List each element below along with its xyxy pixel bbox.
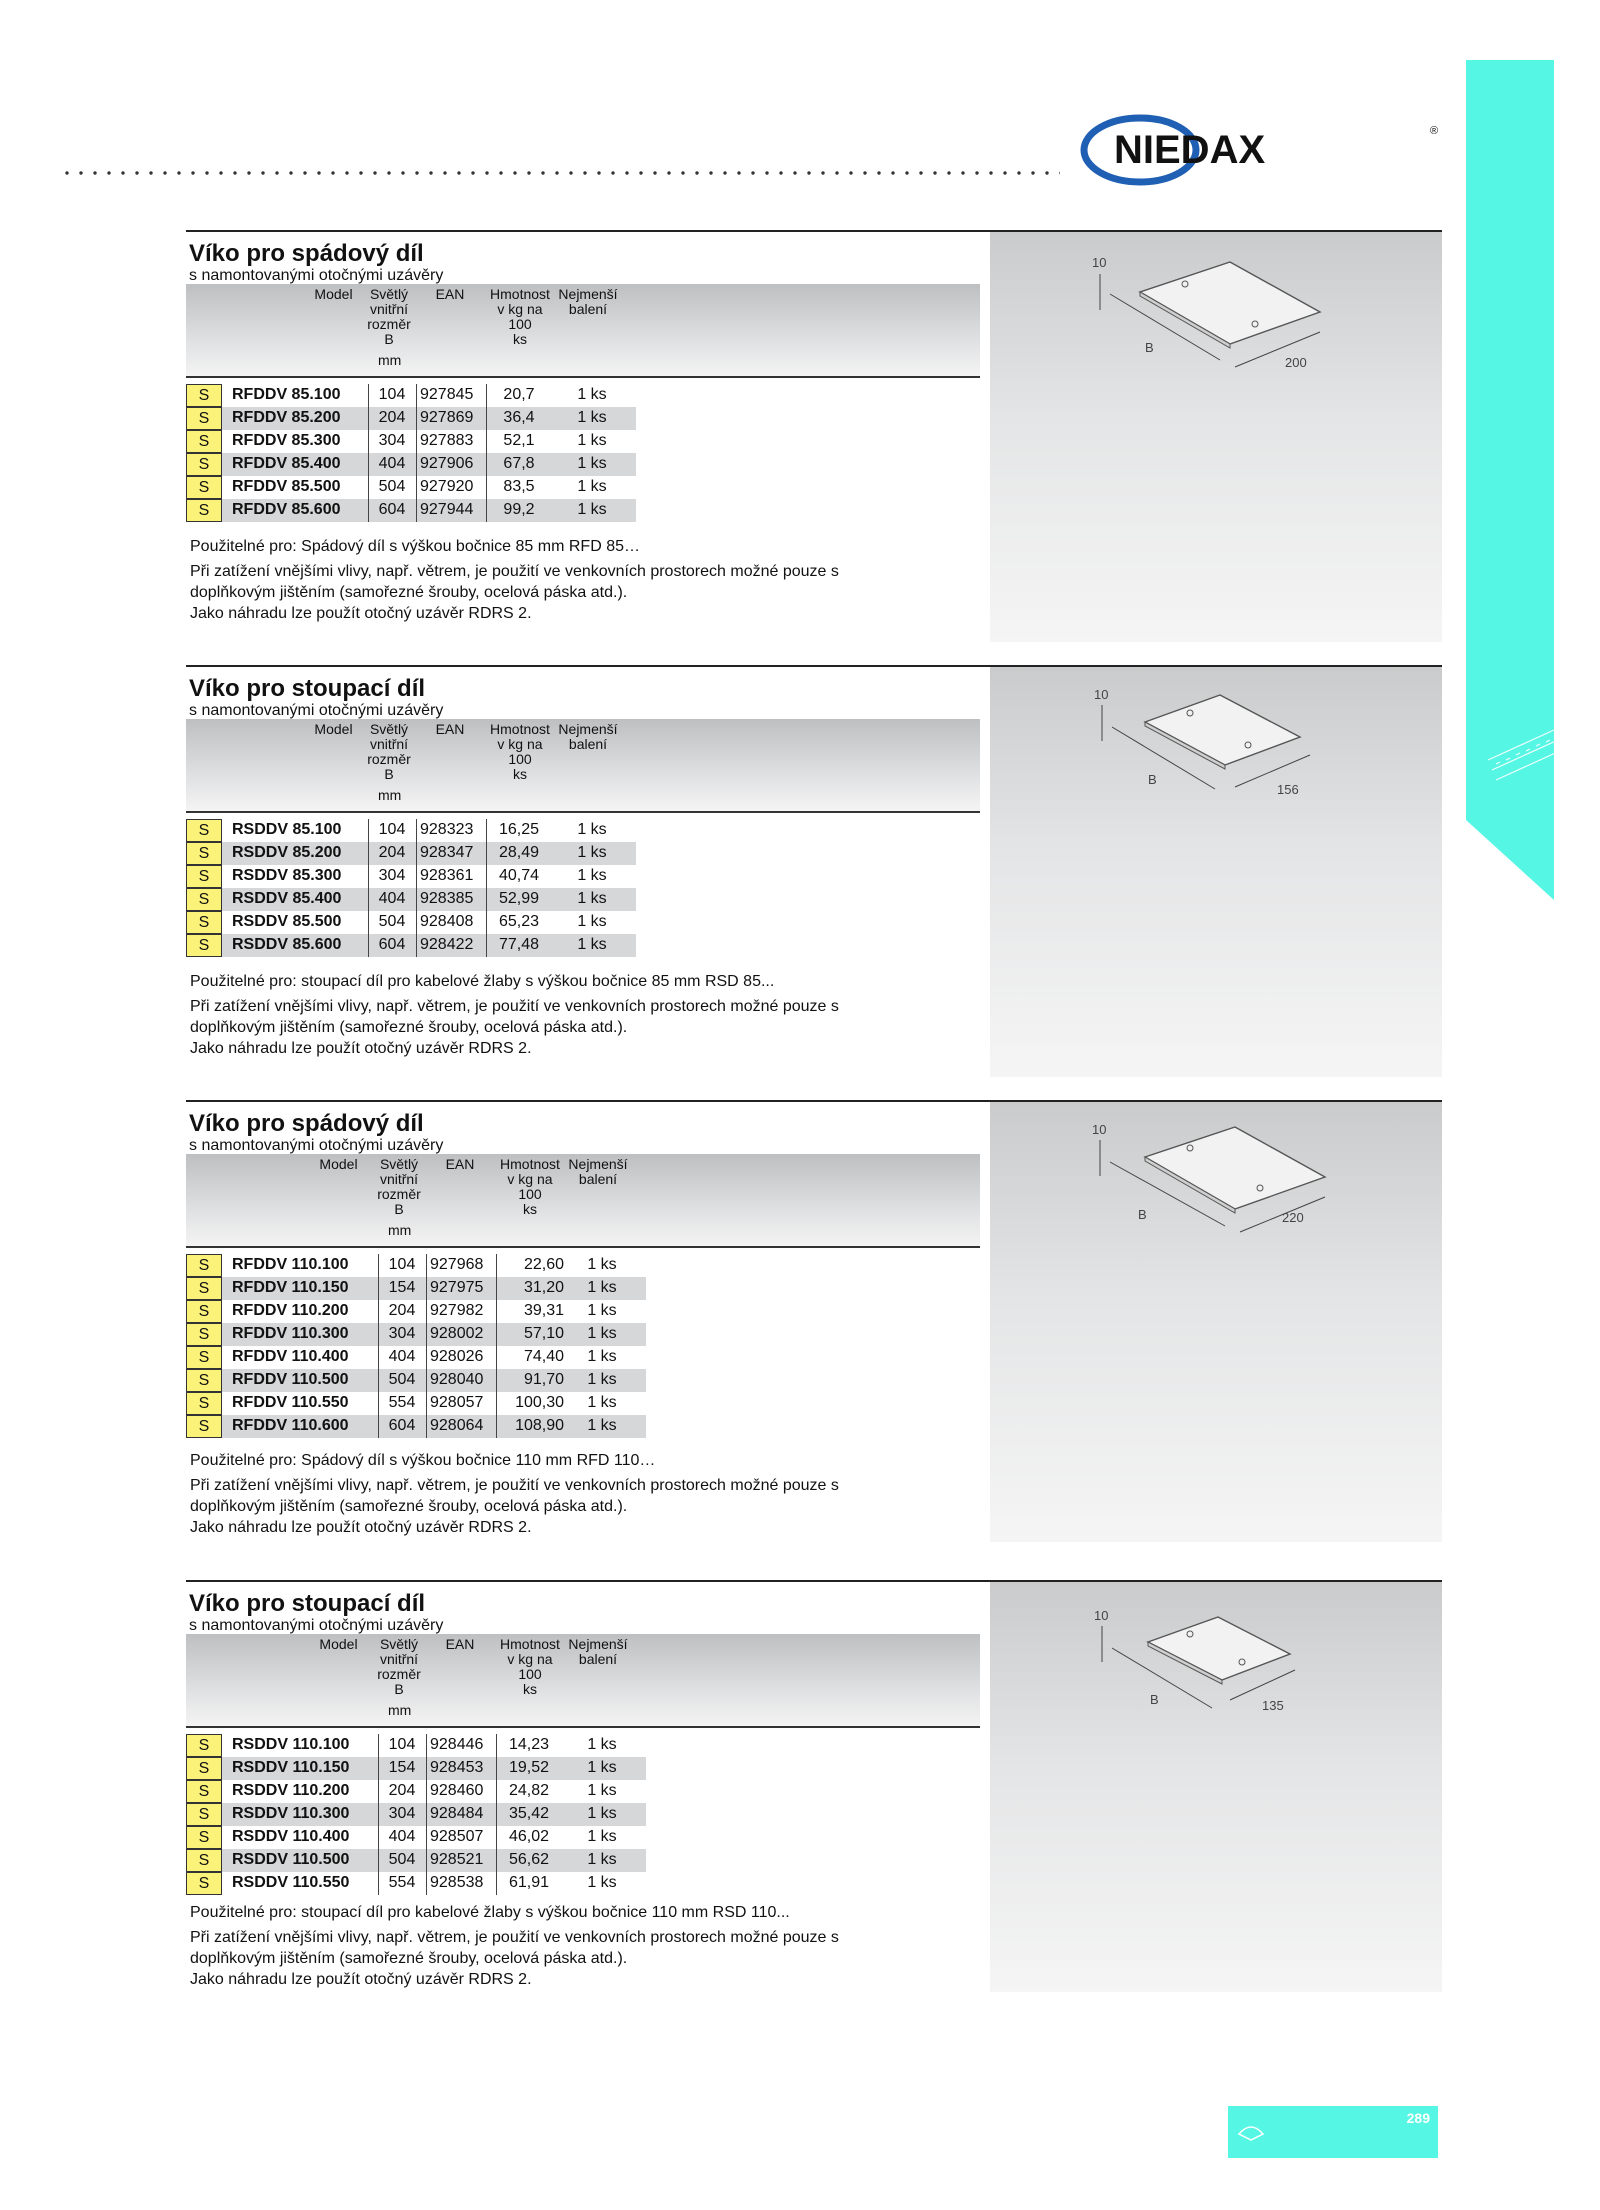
- page-footer: [1228, 2106, 1438, 2158]
- section-title: Víko pro spádový díl: [189, 1110, 424, 1137]
- section-notes: Použitelné pro: stoupací díl pro kabelové žlaby s výškou bočnice 110 mm RSD 110... Při zatížení vnějšími vlivy, např. větrem, je použití ve venkovních prostorech možné pouze s doplňkovým jištěním (samořezné šrouby, ocelová páska atd.). Jako náhradu lze použít otočný uzávěr RDRS 2.: [190, 1904, 839, 1988]
- section-notes: Použitelné pro: Spádový díl s výškou bočnice 85 mm RFD 85… Při zatížení vnějšími vlivy, např. větrem, je použití ve venkovních prostorech možné pouze s doplňkovým jištěním (samořezné šrouby, ocelová páska atd.). Jako náhradu lze použít otočný uzávěr RDRS 2.: [190, 538, 839, 622]
- section-2: [186, 665, 1442, 1085]
- table-row: S RFDDV 85.400 404 927906 67,8 1 ks: [186, 453, 636, 476]
- table-rows: [186, 384, 636, 522]
- table-row: S RFDDV 110.150 154 927975 31,20 1 ks: [186, 1277, 636, 1300]
- page-number: 289: [1406, 2110, 1430, 2126]
- svg-text:®: ®: [1430, 125, 1439, 137]
- table-header: Model Světlý vnitřní rozměr B mm EAN Hmotnost v kg na 100 ks Nejmenší balení: [186, 1154, 980, 1248]
- table-row: S RSDDV 85.500 504 928408 65,23 1 ks: [186, 911, 636, 934]
- table-row: S RSDDV 110.550 554 928538 61,91 1 ks: [186, 1872, 636, 1895]
- table-rows: [186, 819, 636, 957]
- table-row: S RFDDV 110.550 554 928057 100,30 1 ks: [186, 1392, 636, 1415]
- dim-length: 220: [1282, 1210, 1304, 1225]
- product-drawing: [990, 232, 1442, 642]
- table-row: S RSDDV 85.400 404 928385 52,99 1 ks: [186, 888, 636, 911]
- section-title: Víko pro spádový díl: [189, 240, 424, 267]
- dim-width: B: [1150, 1692, 1159, 1707]
- section-subtitle: s namontovanými otočnými uzávěry: [189, 267, 444, 284]
- dotted-header-line: [60, 170, 1060, 176]
- section-subtitle: s namontovanými otočnými uzávěry: [189, 702, 444, 719]
- table-row: S RFDDV 110.400 404 928026 74,40 1 ks: [186, 1346, 636, 1369]
- table-row: S RSDDV 110.400 404 928507 46,02 1 ks: [186, 1826, 636, 1849]
- table-row: S RSDDV 110.500 504 928521 56,62 1 ks: [186, 1849, 636, 1872]
- section-title: Víko pro stoupací díl: [189, 675, 426, 702]
- section-notes: Použitelné pro: stoupací díl pro kabelové žlaby s výškou bočnice 85 mm RSD 85... Při zatížení vnějšími vlivy, např. větrem, je použití ve venkovních prostorech možné pouze s doplňkovým jištěním (samořezné šrouby, ocelová páska atd.). Jako náhradu lze použít otočný uzávěr RDRS 2.: [190, 973, 839, 1057]
- section-1: [186, 230, 1442, 650]
- section-notes: Použitelné pro: Spádový díl s výškou bočnice 110 mm RFD 110… Při zatížení vnějšími vlivy, např. větrem, je použití ve venkovních prostorech možné pouze s doplňkovým jištěním (samořezné šrouby, ocelová páska atd.). Jako náhradu lze použít otočný uzávěr RDRS 2.: [190, 1452, 839, 1536]
- dim-width: B: [1148, 772, 1157, 787]
- dim-width: B: [1138, 1207, 1147, 1222]
- product-drawing: [990, 1102, 1442, 1542]
- table-row: S RSDDV 110.300 304 928484 35,42 1 ks: [186, 1803, 636, 1826]
- dim-height: 10: [1092, 1122, 1107, 1137]
- section-4: [186, 1580, 1442, 2010]
- dim-height: 10: [1094, 687, 1109, 702]
- product-drawing: [990, 1582, 1442, 1992]
- table-header: Model Světlý vnitřní rozměr B mm EAN Hmotnost v kg na 100 ks Nejmenší balení: [186, 1634, 980, 1728]
- table-row: S RFDDV 110.300 304 928002 57,10 1 ks: [186, 1323, 636, 1346]
- table-row: S RSDDV 85.300 304 928361 40,74 1 ks: [186, 865, 636, 888]
- dim-height: 10: [1094, 1608, 1109, 1623]
- dim-length: 200: [1285, 355, 1307, 370]
- section-subtitle: s namontovanými otočnými uzávěry: [189, 1137, 444, 1154]
- table-row: S RFDDV 85.600 604 927944 99,2 1 ks: [186, 499, 636, 522]
- table-row: S RSDDV 110.100 104 928446 14,23 1 ks: [186, 1734, 636, 1757]
- table-row: S RSDDV 110.150 154 928453 19,52 1 ks: [186, 1757, 636, 1780]
- table-row: S RFDDV 85.300 304 927883 52,1 1 ks: [186, 430, 636, 453]
- section-subtitle: s namontovanými otočnými uzávěry: [189, 1617, 444, 1634]
- dim-height: 10: [1092, 255, 1107, 270]
- table-row: S RSDDV 85.200 204 928347 28,49 1 ks: [186, 842, 636, 865]
- table-row: S RFDDV 110.500 504 928040 91,70 1 ks: [186, 1369, 636, 1392]
- table-row: S RFDDV 85.100 104 927845 20,7 1 ks: [186, 384, 636, 407]
- table-row: S RFDDV 110.600 604 928064 108,90 1 ks: [186, 1415, 636, 1438]
- table-header: Model Světlý vnitřní rozměr B mm EAN Hmotnost v kg na 100 ks Nejmenší balení: [186, 284, 980, 378]
- section-title: Víko pro stoupací díl: [189, 1590, 426, 1617]
- side-tab: [1466, 60, 1600, 900]
- niedax-logo: [1080, 110, 1440, 190]
- product-drawing: [990, 667, 1442, 1077]
- dim-width: B: [1145, 340, 1154, 355]
- dim-length: 156: [1277, 782, 1299, 797]
- table-row: S RFDDV 110.100 104 927968 22,60 1 ks: [186, 1254, 636, 1277]
- cable-tray-icon: [1236, 2118, 1266, 2142]
- table-row: S RSDDV 110.200 204 928460 24,82 1 ks: [186, 1780, 636, 1803]
- table-header: Model Světlý vnitřní rozměr B mm EAN Hmotnost v kg na 100 ks Nejmenší balení: [186, 719, 980, 813]
- table-row: S RSDDV 85.100 104 928323 16,25 1 ks: [186, 819, 636, 842]
- dim-length: 135: [1262, 1698, 1284, 1713]
- section-3: [186, 1100, 1442, 1550]
- table-rows: [186, 1734, 636, 1895]
- table-row: S RFDDV 85.200 204 927869 36,4 1 ks: [186, 407, 636, 430]
- brand-name: NIEDAX: [1114, 128, 1266, 172]
- table-row: S RFDDV 110.200 204 927982 39,31 1 ks: [186, 1300, 636, 1323]
- table-rows: [186, 1254, 636, 1438]
- table-row: S RSDDV 85.600 604 928422 77,48 1 ks: [186, 934, 636, 957]
- table-row: S RFDDV 85.500 504 927920 83,5 1 ks: [186, 476, 636, 499]
